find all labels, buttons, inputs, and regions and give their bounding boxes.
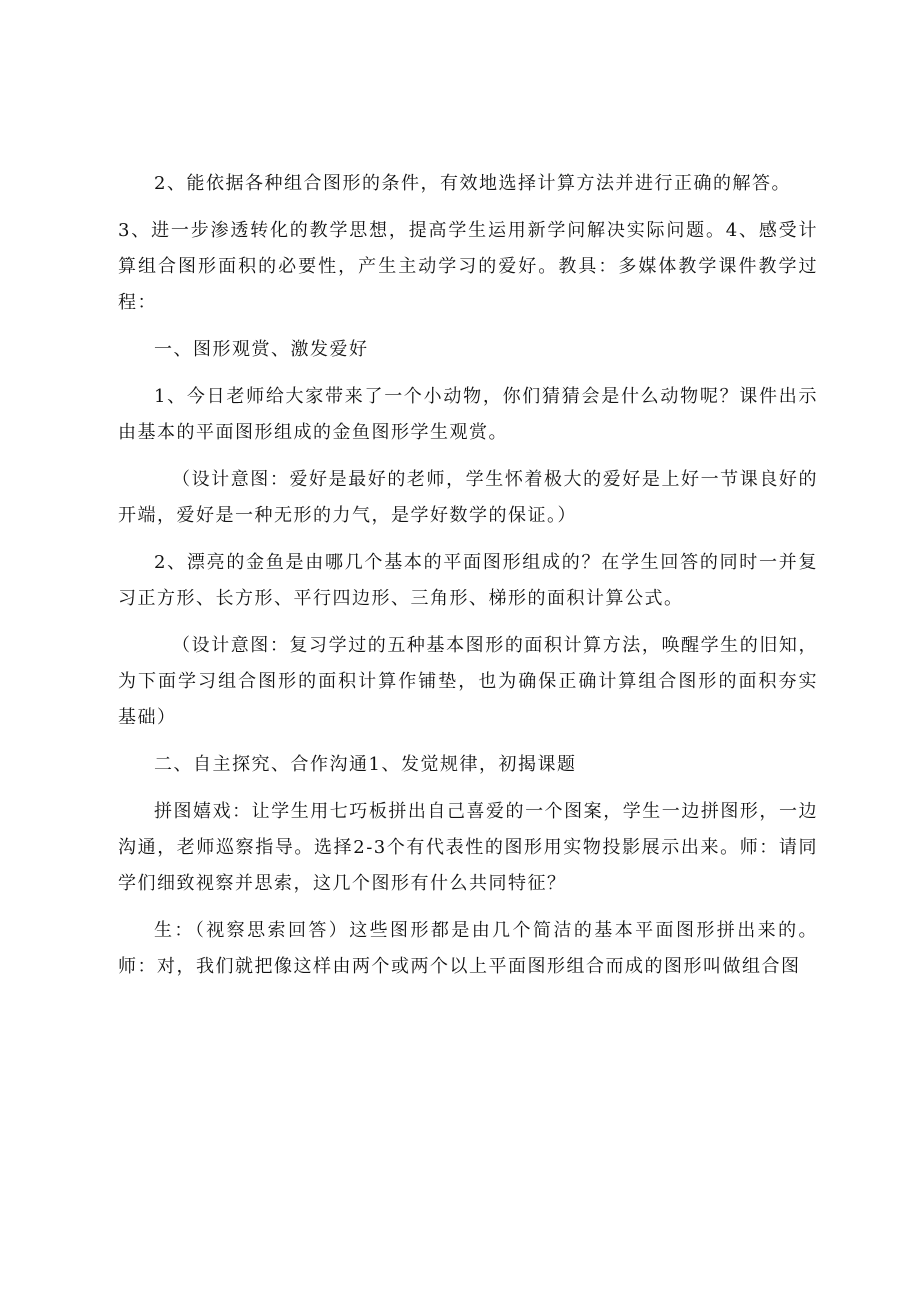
- document-body: [118, 166, 818, 996]
- paragraph-puzzle-game: 拼图嬉戏：让学生用七巧板拼出自己喜爱的一个图案，学生一边拼图形，一边沟通，老师巡察指导。选择2-3个有代表性的图形用实物投影展示出来。师：请同学们细致视察并思索，这几个图形有什么共同特征？: [118, 801, 818, 894]
- paragraph-design-note-2: （设计意图：复习学过的五种基本图形的面积计算方法，唤醒学生的旧知，为下面学习组合图形的面积计算作铺垫，也为确保正确计算组合图形的面积夯实基础）: [118, 635, 818, 728]
- paragraph-student-answer: 生：（视察思索回答）这些图形都是由几个简洁的基本平面图形拼出来的。师：对，我们就把像这样由两个或两个以上平面图形组合而成的图形叫做组合图: [118, 920, 818, 977]
- paragraph-objective-2: 2、能依据各种组合图形的条件，有效地选择计算方法并进行正确的解答。: [154, 173, 791, 194]
- section-heading-1: 一、图形观赏、激发爱好: [154, 339, 369, 360]
- paragraph-step-1: 1、今日老师给大家带来了一个小动物，你们猜猜会是什么动物呢？课件出示由基本的平面图形组成的金鱼图形学生观赏。: [118, 386, 818, 443]
- paragraph-objective-3-4: 3、进一步渗透转化的教学思想，提高学生运用新学问解决实际问题。4、感受计算组合图形面积的必要性，产生主动学习的爱好。教具：多媒体教学课件教学过程：: [118, 220, 818, 313]
- paragraph-design-note-1: （设计意图：爱好是最好的老师，学生怀着极大的爱好是上好一节课良好的开端，爱好是一种无形的力气，是学好数学的保证。）: [118, 469, 818, 526]
- paragraph-step-2: 2、漂亮的金鱼是由哪几个基本的平面图形组成的？在学生回答的同时一并复习正方形、长方形、平行四边形、三角形、梯形的面积计算公式。: [118, 552, 818, 609]
- section-heading-2: 二、自主探究、合作沟通1、发觉规律，初揭课题: [154, 754, 577, 775]
